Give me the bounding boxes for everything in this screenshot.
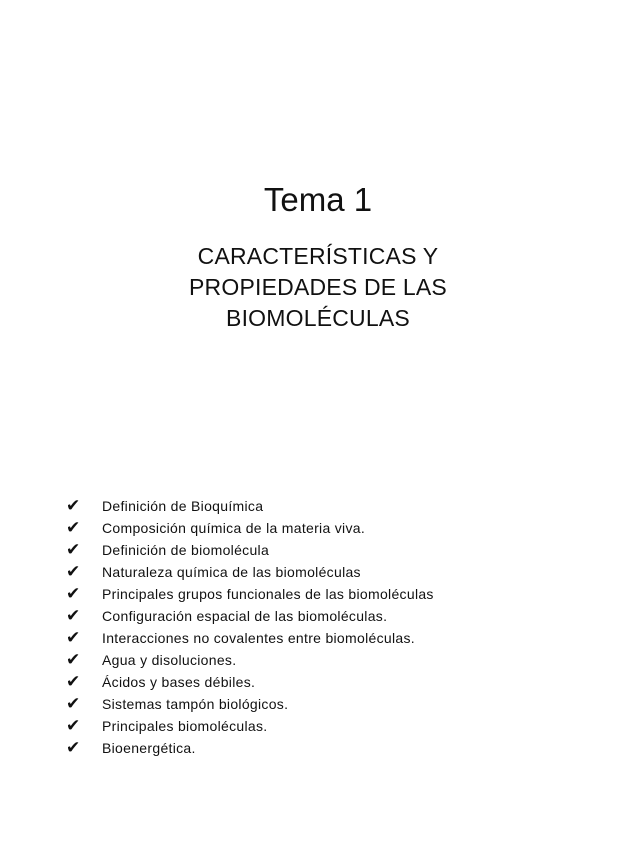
list-item [66, 539, 434, 561]
topic-label: Ácidos y bases débiles. [102, 674, 256, 690]
subtitle-line: CARACTERÍSTICAS Y [197, 243, 439, 269]
topic-label: Bioenergética. [102, 740, 196, 756]
subtitle-line: BIOMOLÉCULAS [226, 305, 410, 331]
check-mark-icon: ✔ [66, 562, 81, 582]
check-mark-icon: ✔ [66, 672, 81, 692]
list-item [66, 693, 434, 715]
list-item [66, 561, 434, 583]
check-mark-icon: ✔ [66, 518, 81, 538]
topic-label: Configuración espacial de las biomoléculas. [102, 608, 388, 624]
check-mark-icon: ✔ [66, 628, 81, 648]
check-mark-icon: ✔ [66, 694, 81, 714]
topic-label: Composición química de la materia viva. [102, 520, 366, 536]
list-item [66, 627, 434, 649]
check-mark-icon: ✔ [66, 496, 81, 516]
list-item [66, 495, 434, 517]
topic-label: Interacciones no covalentes entre biomoléculas. [102, 630, 415, 646]
topic-label: Definición de Bioquímica [102, 498, 264, 514]
topic-label: Principales grupos funcionales de las biomoléculas [102, 586, 434, 602]
check-mark-icon: ✔ [66, 584, 81, 604]
list-item [66, 715, 434, 737]
list-item [66, 737, 434, 759]
subtitle-line: PROPIEDADES DE LAS [189, 274, 447, 300]
topic-list [66, 495, 434, 759]
check-mark-icon: ✔ [66, 716, 81, 736]
list-item [66, 649, 434, 671]
page-title: Tema 1 [263, 181, 373, 219]
check-mark-icon: ✔ [66, 738, 81, 758]
topic-label: Agua y disoluciones. [102, 652, 237, 668]
topic-label: Naturaleza química de las biomoléculas [102, 564, 361, 580]
list-item [66, 605, 434, 627]
list-item [66, 671, 434, 693]
list-item [66, 517, 434, 539]
check-mark-icon: ✔ [66, 540, 81, 560]
topic-label: Sistemas tampón biológicos. [102, 696, 289, 712]
check-mark-icon: ✔ [66, 650, 81, 670]
check-mark-icon: ✔ [66, 606, 81, 626]
topic-label: Definición de biomolécula [102, 542, 270, 558]
list-item [66, 583, 434, 605]
topic-label: Principales biomoléculas. [102, 718, 268, 734]
chapter-subtitle [0, 241, 636, 334]
